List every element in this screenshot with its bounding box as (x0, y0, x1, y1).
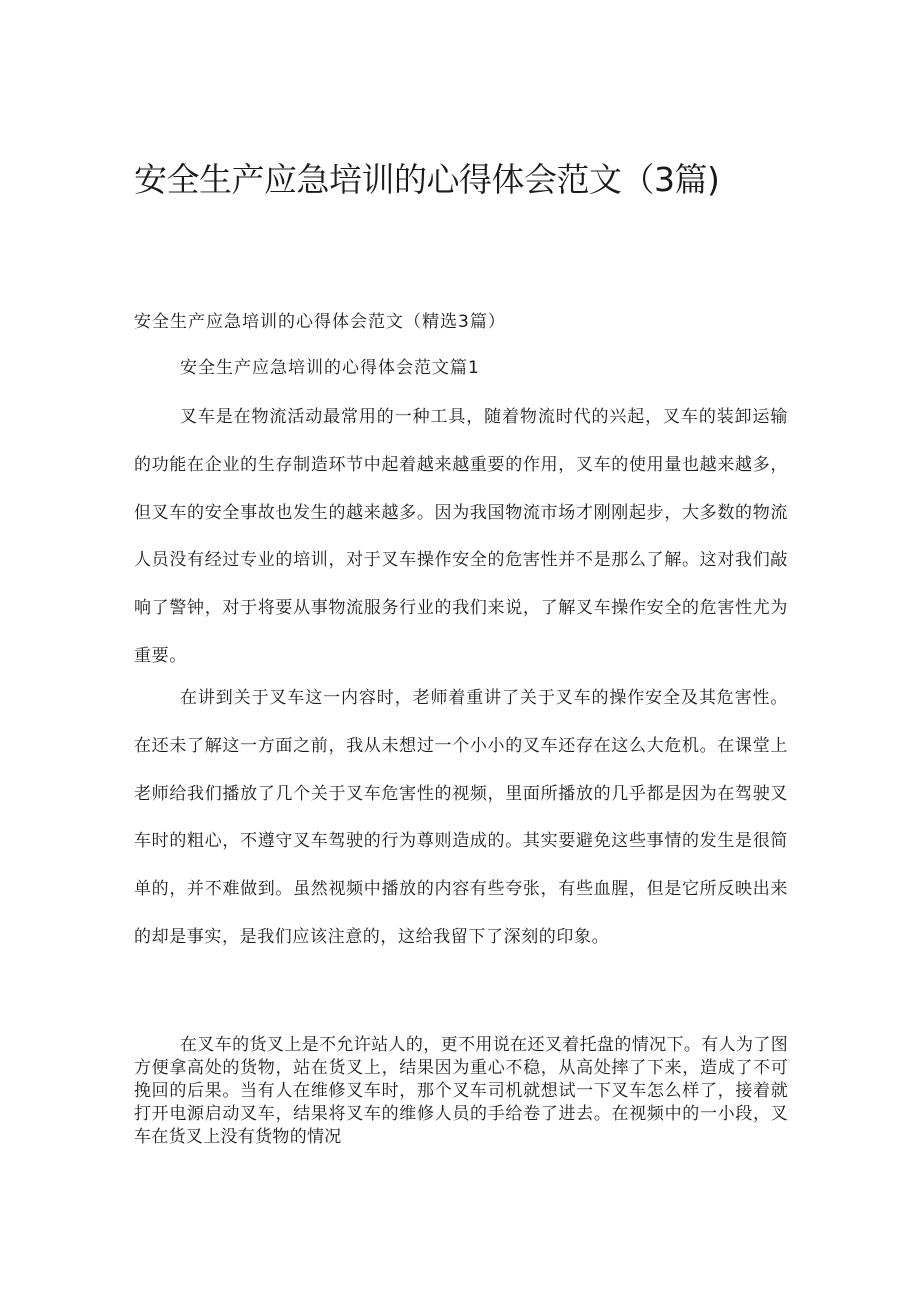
body-paragraph-1: 叉车是在物流活动最常用的一种工具，随着物流时代的兴起，叉车的装卸运输的功能在企业的生存制造环节中起着越来越重要的作用，叉车的使用量也越来越多，但叉车的安全事故也发生的越来越多。因为我国物流市场才刚刚起步，大多数的物流人员没有经过专业的培训，对于叉车操作安全的危害性并不是那么了解。这对我们敲响了警钟，对于将要从事物流服务行业的我们来说，了解叉车操作安全的危害性尤为重要。 (134, 407, 788, 666)
section-heading: 安全生产应急培训的心得体会范文篇1 (180, 358, 480, 378)
body-paragraph-3: 在叉车的货叉上是不允许站人的，更不用说在还叉着托盘的情况下。有人为了图方便拿高处的货物，站在货叉上，结果因为重心不稳，从高处摔了下来，造成了不可挽回的后果。当有人在维修叉车时，那个叉车司机就想试一下叉车怎么样了，接着就打开电源启动叉车，结果将叉车的维修人员的手给卷了进去。在视频中的一小段，叉车在货叉上没有货物的情况 (134, 1035, 788, 1147)
body-paragraph-2: 在讲到关于叉车这一内容时，老师着重讲了关于叉车的操作安全及其危害性。在还未了解这一方面之前，我从未想过一个小小的叉车还存在这么大危机。在课堂上老师给我们播放了几个关于叉车危害性的视频，里面所播放的几乎都是因为在驾驶叉车时的粗心，不遵守叉车驾驶的行为尊则造成的。其实要避免这些事情的发生是很简单的，并不难做到。虽然视频中播放的内容有些夸张，有些血腥，但是它所反映出来的却是事实，是我们应该注意的，这给我留下了深刻的印象。 (134, 688, 788, 947)
document-title: 安全生产应急培训的心得体会范文（3篇) (134, 160, 720, 199)
document-subtitle: 安全生产应急培训的心得体会范文（精选3篇） (134, 312, 506, 332)
